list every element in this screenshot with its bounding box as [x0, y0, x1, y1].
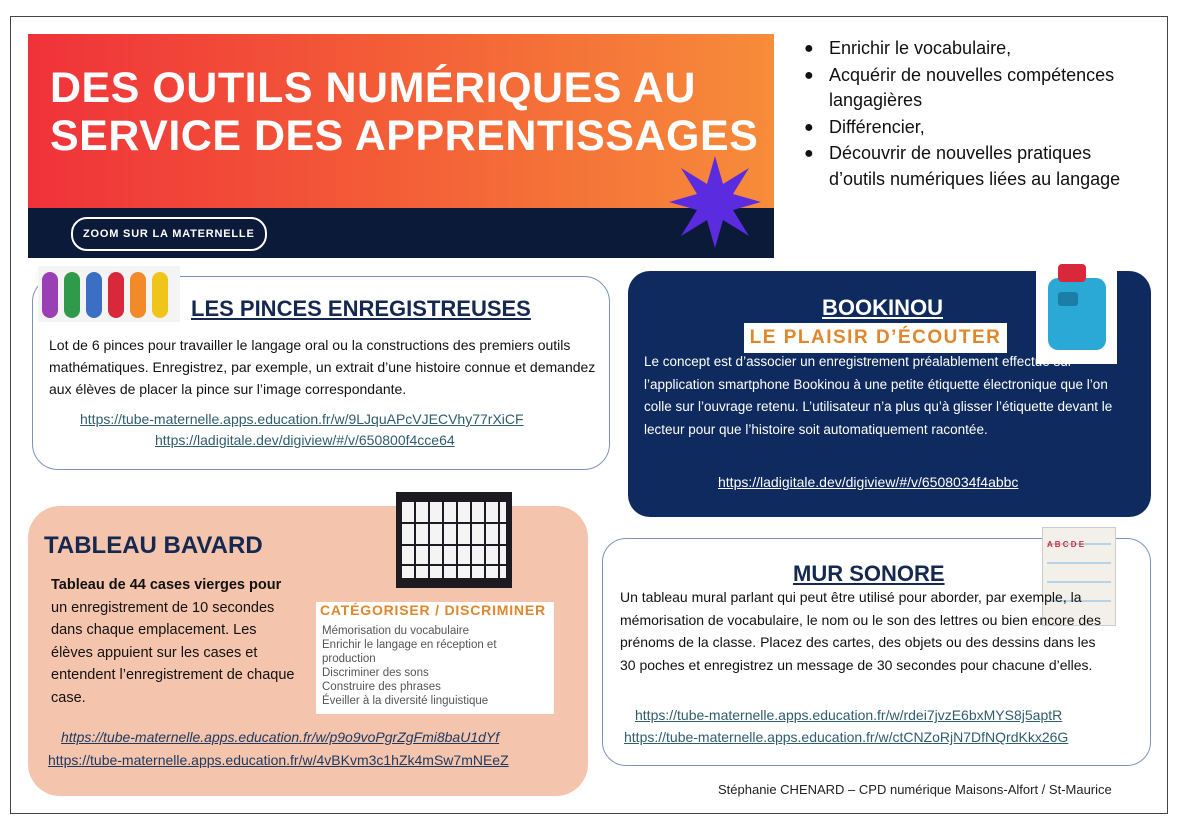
categoriser-box	[316, 602, 554, 714]
categoriser-item: Discriminer des sons	[322, 667, 429, 679]
bookinou-link-digiview[interactable]: https://ladigitale.dev/digiview/#/v/6508034f4abbc	[718, 474, 1019, 490]
categoriser-item: Construire des phrases	[322, 681, 441, 693]
objective-item: ● Découvrir de nouvelles pratiques d’outils numériques liées au langage	[804, 143, 1121, 189]
bookinou-text: Le concept est d’associer un enregistrement préalablement effectué sur l’application smartphone Bookinou à une petite étiquette électronique que l’on colle sur l’ouvrage retenu. L’utilisateur n’a plus qu’à glisser l’étiquette devant le lecteur pour que l’histoire soit automatiquement racontée.	[644, 354, 1113, 437]
categoriser-item: Enrichir le langage en réception et production	[322, 639, 497, 665]
banner-title-line2: SERVICE DES APPRENTISSAGES	[50, 112, 759, 160]
objective-item: ● Enrichir le vocabulaire,	[804, 38, 1012, 58]
bavard-title: TABLEAU BAVARD	[44, 532, 263, 559]
mur-sonore-photo: A B C D E	[1042, 527, 1116, 626]
mur-link-video-1[interactable]: https://tube-maternelle.apps.education.fr/w/rdei7jvzE6bxMYS8j5aptR	[635, 707, 1063, 723]
clip-purple	[42, 272, 58, 318]
bavard-text-bold: Tableau de 44 cases vierges pour	[51, 577, 282, 593]
banner-title	[50, 64, 758, 160]
author-signature: Stéphanie CHENARD – CPD numérique Maisons-Alfort / St-Maurice	[718, 782, 1112, 797]
clip-blue	[86, 272, 102, 318]
bookinou-device-photo	[1036, 262, 1117, 364]
star-icon	[669, 156, 761, 248]
bavard-link-video-1[interactable]: https://tube-maternelle.apps.education.fr/w/p9o9voPgrZgFmi8baU1dYf	[61, 729, 500, 745]
categoriser-title: CATÉGORISER / DISCRIMINER	[320, 602, 546, 618]
clip-red	[108, 272, 124, 318]
objectives-list	[804, 36, 1144, 193]
categoriser-item: Éveiller à la diversité linguistique	[322, 695, 489, 707]
bavard-link-video-2[interactable]: https://tube-maternelle.apps.education.fr/w/4vBKvm3c1hZk4mSw7mNEeZ	[48, 752, 509, 768]
objective-item: ● Acquérir de nouvelles compétences langagières	[804, 64, 1115, 110]
clip-yellow	[152, 272, 168, 318]
categoriser-item: Mémorisation du vocabulaire	[322, 625, 470, 637]
mur-text: Un tableau mural parlant qui peut être utilisé pour aborder, par exemple, la mémorisation de vocabulaire, le nom ou le son des lettres ou bien encore des prénoms de la classe. Placez des cartes, des objets ou des dessins dans les 30 poches et enregistrez un message de 30 secondes pour chacune d’elles.	[620, 589, 1101, 673]
objective-item: ● Différencier,	[804, 116, 925, 137]
bavard-text-rest: un enregistrement de 10 secondes dans chaque emplacement. Les élèves appuient sur les cases et entendent l’enregistrement de chaque case.	[51, 599, 295, 706]
mur-title: MUR SONORE	[793, 561, 945, 586]
bookinou-title: BOOKINOU	[822, 295, 943, 320]
mur-link-video-2[interactable]: https://tube-maternelle.apps.education.fr/w/ctCNZoRjN7DfNQrdKkx26G	[624, 729, 1069, 745]
pinces-link-video[interactable]: https://tube-maternelle.apps.education.fr/w/9LJquAPcVJECVhy77rXiCF	[80, 411, 524, 427]
banner-title-line1: DES OUTILS NUMÉRIQUES AU	[50, 64, 696, 112]
bookinou-subtitle: LE PLAISIR D’ÉCOUTER	[744, 323, 1007, 353]
tableau-bavard-photo	[396, 492, 512, 588]
bavard-text	[51, 574, 301, 709]
header-banner	[28, 34, 774, 258]
categoriser-list	[322, 624, 550, 708]
zoom-badge: ZOOM SUR LA MATERNELLE	[71, 217, 267, 251]
pinces-photo	[38, 266, 180, 322]
clip-green	[64, 272, 80, 318]
pinces-title: LES PINCES ENREGISTREUSES	[191, 296, 531, 321]
pinces-text: Lot de 6 pinces pour travailler le langage oral ou la constructions des premiers outils mathématiques. Enregistrez, par exemple, un extrait d’une histoire connue et demandez aux élèves de placer la pince sur l’image correspondante.	[49, 337, 596, 397]
pinces-link-digiview[interactable]: https://ladigitale.dev/digiview/#/v/650800f4cce64	[155, 432, 455, 448]
clip-orange	[130, 272, 146, 318]
